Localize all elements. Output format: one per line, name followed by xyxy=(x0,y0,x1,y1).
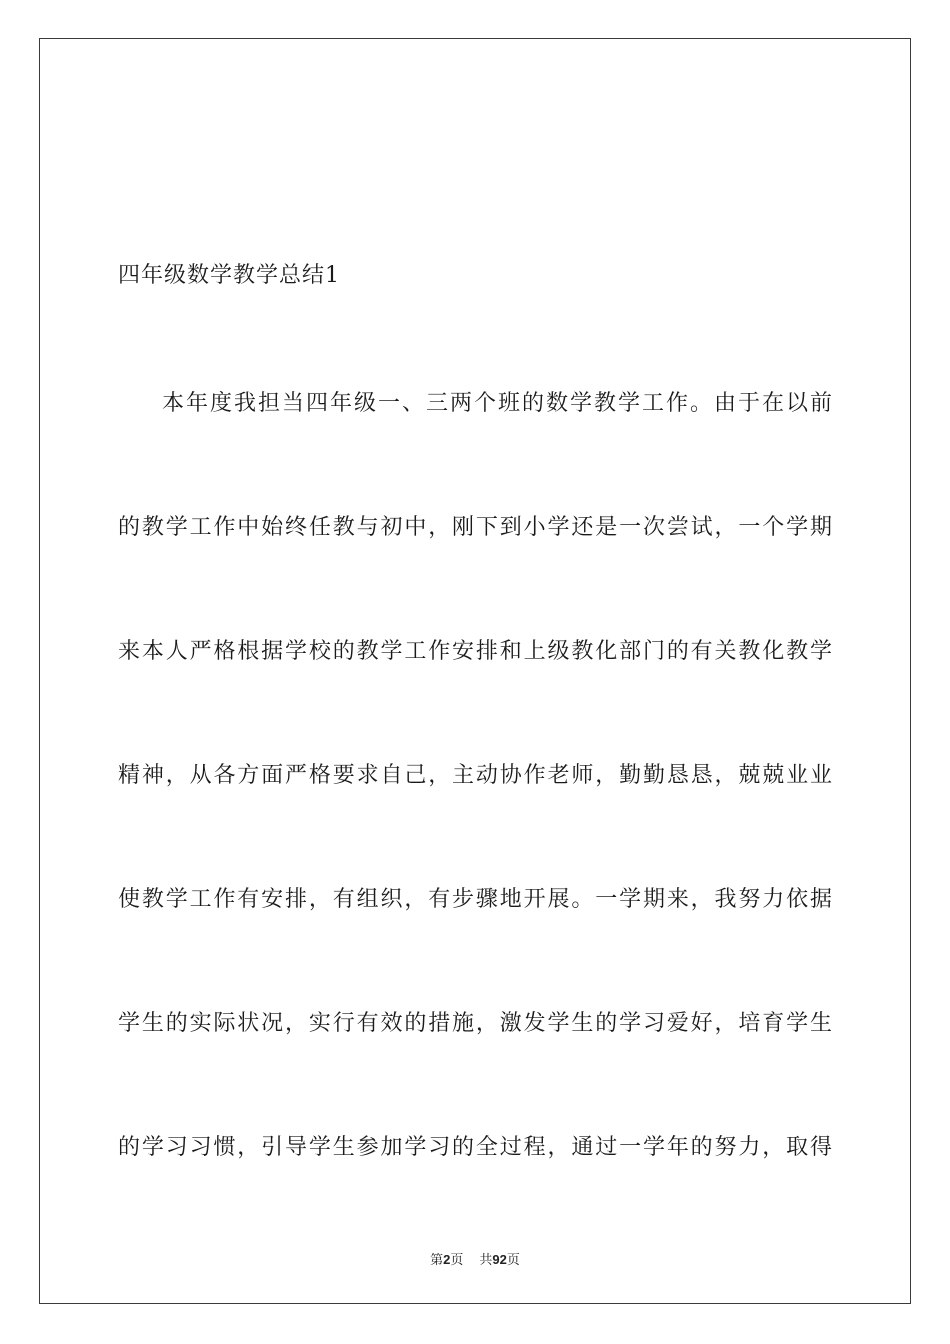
page-number: 2 xyxy=(443,1252,451,1267)
total-suffix: 页 xyxy=(506,1253,520,1268)
paragraph-line-5: 使教学工作有安排，有组织，有步骤地开展。一学期来，我努力依据 xyxy=(118,887,832,912)
paragraph-line-1: 本年度我担当四年级一、三两个班的数学教学工作。由于在以前 xyxy=(162,391,832,416)
page-border xyxy=(39,38,911,1304)
document-heading: 四年级数学教学总结1 xyxy=(118,263,340,288)
paragraph-line-2: 的教学工作中始终任教与初中，刚下到小学还是一次尝试，一个学期 xyxy=(118,515,832,540)
paragraph-line-4: 精神，从各方面严格要求自己，主动协作老师，勤勤恳恳，兢兢业业 xyxy=(118,763,832,788)
total-pages: 92 xyxy=(492,1252,507,1267)
paragraph-line-7: 的学习习惯，引导学生参加学习的全过程，通过一学年的努力，取得 xyxy=(118,1135,832,1160)
page-suffix: 页 xyxy=(450,1253,464,1268)
paragraph-line-3: 来本人严格根据学校的教学工作安排和上级教化部门的有关教化教学 xyxy=(118,639,832,664)
page-footer xyxy=(0,1249,950,1268)
total-prefix: 共 xyxy=(479,1253,493,1268)
page-prefix: 第 xyxy=(430,1253,444,1268)
paragraph-line-6: 学生的实际状况，实行有效的措施，激发学生的学习爱好，培育学生 xyxy=(118,1011,832,1036)
